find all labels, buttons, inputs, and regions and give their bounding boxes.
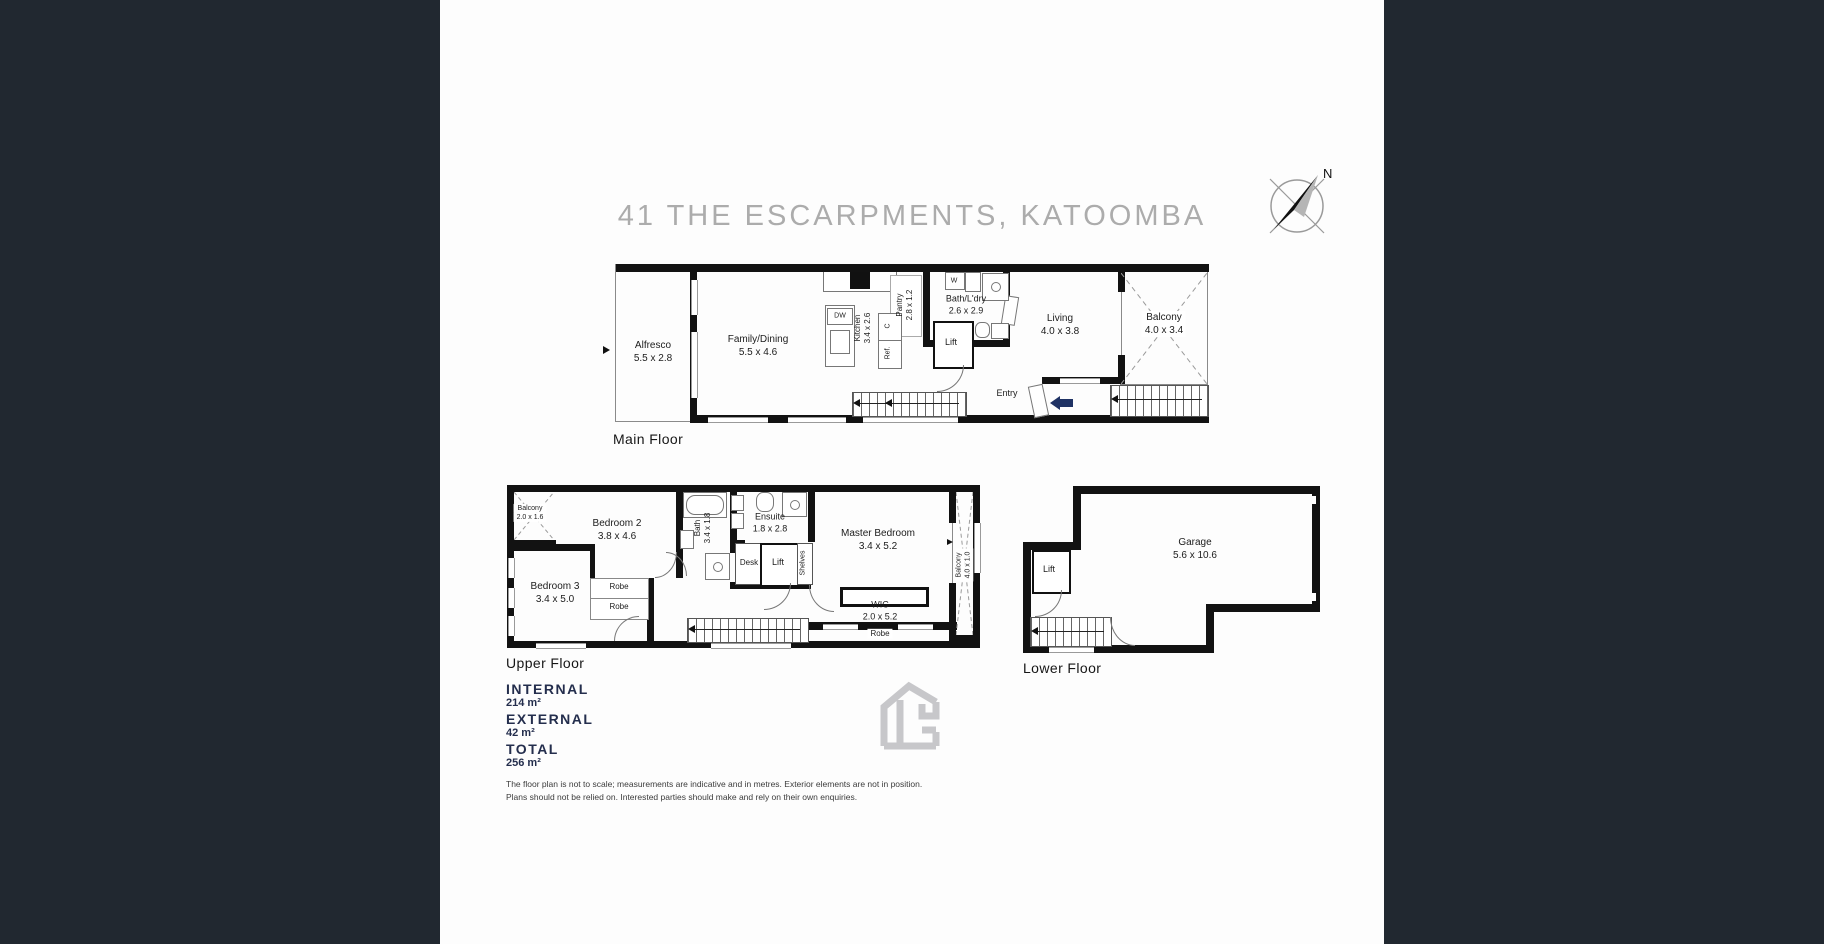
island-sink [830,330,850,354]
room-label-lift: Lift [1042,564,1056,575]
shower-drain [713,562,723,572]
wall [949,635,980,648]
stair-arrow-icon [1111,395,1118,403]
disclaimer-line2: Plans should not be relied on. Interested parties should make and rely on their own enquiries. [506,791,858,802]
stair-arrow-icon [688,625,695,633]
area-total-value: 256 m² [506,757,541,769]
main-floor-plan [613,264,1213,464]
bath-sink [680,530,694,549]
window [508,558,515,578]
wall-notch [1312,593,1316,601]
room-label-robe2: Robe [609,601,629,611]
stair-line [1117,399,1202,400]
upper-floor-plan [506,483,986,688]
ensuite-sink [731,495,744,511]
window [823,624,858,630]
room-label-balcony-right: Balcony 4.0 x 1.0 [955,549,973,582]
stair-line [859,403,959,404]
stairs [1110,385,1209,417]
stairs [687,618,809,643]
stair-arrow-icon [1031,627,1038,635]
window [691,280,698,315]
window [508,616,515,636]
window [898,624,933,630]
door-arc [1110,617,1135,646]
stairs [852,392,967,417]
window [1060,378,1100,384]
wall-notch [1312,496,1316,504]
room-label-desk: Desk [739,557,759,567]
door-arc [809,585,834,612]
wall [615,264,1209,272]
room-label-balcony: Balcony 4.0 x 3.4 [1142,311,1186,337]
wall [590,544,595,578]
wall [1073,486,1081,550]
floor-name-lower: Lower Floor [1023,660,1102,676]
room-label-dishwasher: DW [834,312,846,320]
wall [507,544,590,551]
wall [923,272,930,347]
room-label-bedroom3: Bedroom 3 3.4 x 5.0 [530,581,580,605]
area-internal-value: 214 m² [506,697,541,709]
room-label-bedroom2: Bedroom 2 3.8 x 4.6 [592,518,642,542]
window [974,523,981,573]
window [508,588,515,608]
compass-icon [1260,158,1352,250]
wall [949,492,956,523]
floor-name-main: Main Floor [613,431,684,447]
floor-name-upper: Upper Floor [506,655,585,671]
ensuite-toilet [756,492,774,512]
room-label-alfresco: Alfresco 5.5 x 2.8 [633,340,673,364]
entry-arrow-head [1050,396,1060,410]
door-arc [937,365,964,392]
stair-arrow-icon [885,399,892,407]
room-label-bath: Bath 3.4 x 1.8 [693,512,712,544]
floorplan-page [440,0,1384,944]
area-external-value: 42 m² [506,727,535,739]
door-arc [666,552,687,576]
toilet [975,322,990,338]
lower-floor-plan [1023,483,1323,688]
house-logo-icon [878,680,944,750]
wall [808,485,815,542]
stair-line [694,629,800,630]
entry-arrow-icon [1050,396,1073,410]
wall [507,485,980,492]
area-external-label: EXTERNAL [506,711,594,727]
stairs [1030,617,1112,647]
room-label-pantry: Pantry 2.8 x 1.2 [895,289,914,321]
room-label-robe3: Robe [867,629,892,639]
room-label-cupboard: C [884,323,892,329]
disclaimer-line1: The floor plan is not to scale; measurements are indicative and in metres. Exterior elements are not in position. [506,779,923,789]
room-label-shelves: Shelves [799,550,807,576]
page-title: 41 THE ESCARPMENTS, KATOOMBA [617,200,1207,232]
window [1049,647,1094,653]
ensuite-sink [731,513,744,529]
door-arc [764,583,791,610]
window [536,643,586,649]
compass-north-text: N [1323,166,1333,181]
room-label-robe1: Robe [609,581,629,591]
window [691,332,698,398]
wall [615,264,616,422]
room-label-living: Living 4.0 x 3.8 [1040,313,1080,337]
window [708,417,768,423]
stair-arrow-icon [853,399,860,407]
wall [615,421,691,422]
room-label-lift: Lift [944,337,958,348]
vanity [991,323,1009,339]
disclaimer-text [506,778,922,804]
alfresco-arrow-icon [603,346,610,354]
shower-drain [790,500,800,510]
room-label-bath-laundry: Bath/L'dry 2.6 x 2.9 [945,293,987,315]
entry-arrow-tail [1060,399,1073,407]
window [711,643,791,649]
room-label-kitchen: Kitchen 3.4 x 2.6 [853,312,872,344]
room-label-ensuite: Ensuite 1.8 x 2.8 [752,511,788,533]
cooktop [850,272,870,289]
laundry-sink [965,272,981,292]
stair-line [1036,631,1104,632]
door-leaf [1028,384,1049,418]
wall [1023,542,1081,550]
window [788,417,846,423]
door-arc [1035,590,1062,617]
room-label-lift: Lift [771,557,785,568]
balcony-arrow-icon [947,539,953,545]
room-label-master: Master Bedroom 3.4 x 5.2 [841,528,915,552]
room-label-family-dining: Family/Dining 5.5 x 4.6 [727,334,789,358]
room-label-fridge: Ref. [884,346,892,360]
area-total-label: TOTAL [506,741,559,757]
wall [1206,604,1320,612]
room-label-washer: W [950,277,958,285]
window [863,417,958,423]
window [952,523,953,583]
room-label-garage: Garage 5.6 x 10.6 [1173,537,1217,561]
room-label-wic: WIC 2.0 x 5.2 [862,599,898,621]
wall [1073,486,1320,494]
area-internal-label: INTERNAL [506,681,589,697]
wall [1207,272,1208,385]
room-label-balcony-left: Balcony 2.0 x 1.6 [514,504,547,522]
room-label-entry: Entry [996,388,1018,399]
shower-drain [991,282,1001,292]
